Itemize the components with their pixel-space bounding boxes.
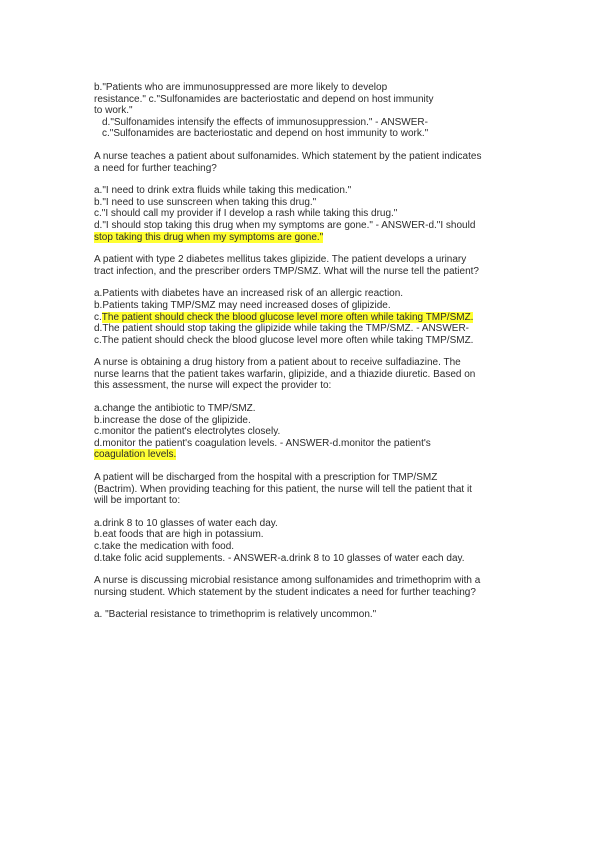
option-line: c."I should call my provider if I develop a rash while taking this drug." <box>94 208 398 220</box>
question-text: A nurse is discussing microbial resistance among sulfonamides and trimethoprim with a <box>94 575 481 587</box>
option-line: d.take folic acid supplements. - ANSWER-a.drink 8 to 10 glasses of water each day. <box>94 552 465 564</box>
question-block-6 <box>94 575 514 621</box>
option-line: a."I need to drink extra fluids while taking this medication." <box>94 185 352 197</box>
option-line: c.take the medication with food. <box>94 541 235 552</box>
option-line: a. "Bacterial resistance to trimethoprim is relatively uncommon." <box>94 609 377 621</box>
option-prefix: c. <box>94 311 102 323</box>
text-line: to work." <box>94 105 133 117</box>
question-text: will be important to: <box>94 495 181 507</box>
question-text: a need for further teaching? <box>94 162 217 174</box>
option-line: a.drink 8 to 10 glasses of water each day. <box>94 517 278 529</box>
option-line: b.eat foods that are high in potassium. <box>94 529 264 541</box>
option-line: d."I should stop taking this drug when my symptoms are gone." - ANSWER-d."I should <box>94 219 476 231</box>
question-text: A patient with type 2 diabetes mellitus takes glipizide. The patient develops a urinary <box>94 254 467 266</box>
question-text: nurse learns that the patient takes warfarin, glipizide, and a thiazide diuretic. Based on <box>94 368 476 380</box>
question-block-2 <box>94 151 514 243</box>
option-line: d.monitor the patient's coagulation levels. - ANSWER-d.monitor the patient's <box>94 437 431 449</box>
text-line: d."Sulfonamides intensify the effects of immunosuppression." - ANSWER- <box>102 116 428 128</box>
question-text: tract infection, and the prescriber orders TMP/SMZ. What will the nurse tell the patient? <box>94 265 479 277</box>
option-line: b.Patients taking TMP/SMZ may need increased doses of glipizide. <box>94 299 391 311</box>
question-text: A nurse is obtaining a drug history from a patient about to receive sulfadiazine. The <box>94 357 461 369</box>
answer-line: c."Sulfonamides are bacteriostatic and depend on host immunity to work." <box>102 128 429 140</box>
answer-highlight: stop taking this drug when my symptoms are gone." <box>94 231 324 243</box>
text-line: b."Patients who are immunosuppressed are more likely to develop <box>94 82 388 93</box>
answer-highlight: The patient should check the blood glucose level more often while taking TMP/SMZ. <box>101 311 474 323</box>
option-line: a.change the antibiotic to TMP/SMZ. <box>94 403 256 415</box>
question-text: A patient will be discharged from the hospital with a prescription for TMP/SMZ <box>94 472 438 484</box>
question-block-4 <box>94 357 514 461</box>
question-text: this assessment, the nurse will expect the provider to: <box>94 380 332 392</box>
question-text: A nurse teaches a patient about sulfonamides. Which statement by the patient indicates <box>94 150 482 162</box>
answer-highlight: coagulation levels. <box>94 449 177 461</box>
question-text: (Bactrim). When providing teaching for this patient, the nurse will tell the patient that it <box>94 483 472 495</box>
option-line: c.monitor the patient's electrolytes closely. <box>94 426 281 438</box>
option-line: a.Patients with diabetes have an increased risk of an allergic reaction. <box>94 288 404 300</box>
question-block-1 <box>94 82 514 140</box>
answer-line: c.The patient should check the blood glucose level more often while taking TMP/SMZ. <box>94 334 474 346</box>
option-line: b.increase the dose of the glipizide. <box>94 414 251 426</box>
question-block-5 <box>94 472 514 564</box>
option-line: d.The patient should stop taking the glipizide while taking the TMP/SMZ. - ANSWER- <box>94 323 469 335</box>
text-line: resistance." c."Sulfonamides are bacteriostatic and depend on host immunity <box>94 93 434 105</box>
document-content <box>94 82 514 621</box>
option-line: b."I need to use sunscreen when taking this drug." <box>94 196 317 208</box>
option-line <box>94 312 514 324</box>
question-text: nursing student. Which statement by the student indicates a need for further teaching? <box>94 586 476 598</box>
question-block-3 <box>94 254 514 346</box>
